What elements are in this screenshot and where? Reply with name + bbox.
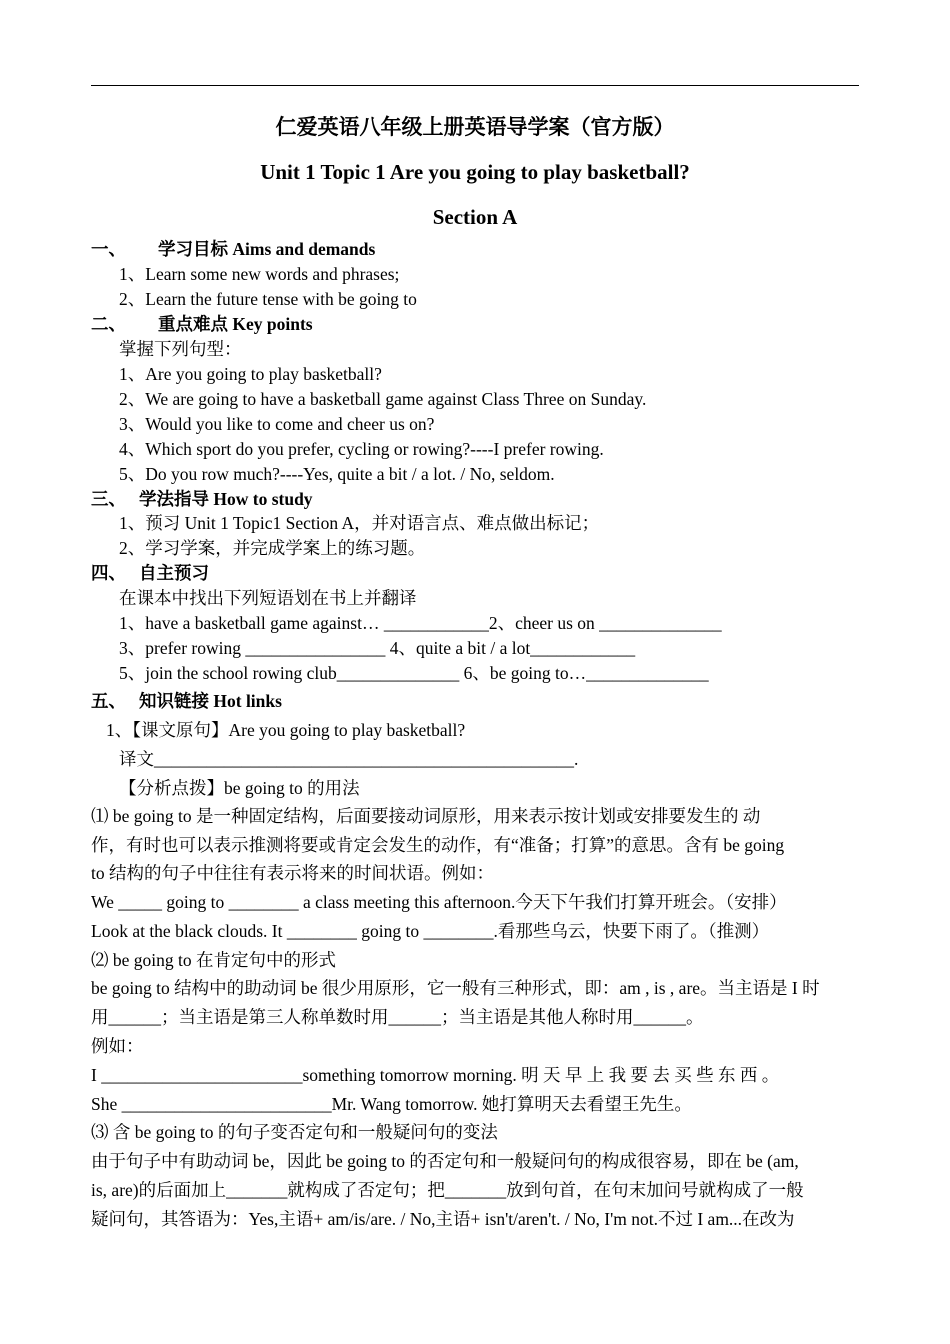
s2-item: 2、We are going to have a basketball game against Class Three on Sunday. xyxy=(119,389,647,409)
s5-line: 用______；当主语是第三人称单数时用______；当主语是其他人称时用______。 xyxy=(91,1007,704,1027)
s5-line: I _______________________something tomorrow morning. 明 天 早 上 我 要 去 买 些 东 西 。 xyxy=(91,1065,780,1085)
s4-intro: 在课本中找出下列短语划在书上并翻译 xyxy=(119,588,417,608)
s5-line: We _____ going to ________ a class meeting this afternoon.今天下午我们打算开班会。（安排） xyxy=(91,892,787,912)
page-title: 仁爱英语八年级上册英语导学案（官方版） xyxy=(275,115,675,139)
s5-heading: 知识链接 Hot links xyxy=(139,691,282,711)
s1-item: 1、Learn some new words and phrases; xyxy=(119,264,400,284)
s5-line: be going to 结构中的助动词 be 很少用原形，它一般有三种形式，即：am , is , are。当主语是 I 时 xyxy=(91,978,820,998)
s3-number: 三、 xyxy=(91,489,126,509)
s5-line: is, are)的后面加上_______就构成了否定句；把_______放到句首，在句末加问号就构成了一般 xyxy=(91,1180,804,1200)
s5-line: Look at the black clouds. It ________ going to ________.看那些乌云，快要下雨了。（推测） xyxy=(91,921,770,941)
s2-item: 3、Would you like to come and cheer us on? xyxy=(119,414,435,434)
s5-line: to 结构的句子中往往有表示将来的时间状语。例如： xyxy=(91,863,494,883)
s3-item: 1、预习 Unit 1 Topic1 Section A，并对语言点、难点做出标记； xyxy=(119,513,600,533)
s5-line: 作，有时也可以表示推测将要或肯定会发生的动作，有“准备；打算”的意思。含有 be going xyxy=(91,835,785,855)
s4-exercise-line: 1、have a basketball game against… ____________2、cheer us on ______________ xyxy=(119,613,722,633)
s5-line: 例如： xyxy=(91,1036,144,1056)
s5-number: 五、 xyxy=(91,691,126,711)
s1-heading: 学习目标 Aims and demands xyxy=(158,239,376,259)
s5-line: ⑵ be going to 在肯定句中的形式 xyxy=(91,950,336,970)
s5-line: ⑴ be going to 是一种固定结构，后面要接动词原形，用来表示按计划或安排要发生的 动 xyxy=(91,806,761,826)
section-title: Section A xyxy=(432,205,518,229)
header-rule xyxy=(91,85,859,86)
s3-heading: 学法指导 How to study xyxy=(139,489,313,509)
s2-item: 5、Do you row much?----Yes, quite a bit / a lot. / No, seldom. xyxy=(119,464,555,484)
s4-exercise-line: 3、prefer rowing ________________ 4、quite a bit / a lot____________ xyxy=(119,638,636,658)
s4-heading: 自主预习 xyxy=(139,563,209,583)
s2-item: 1、Are you going to play basketball? xyxy=(119,364,382,384)
s5-line: 译文________________________________________________. xyxy=(119,749,579,769)
s5-line: 由于句子中有助动词 be，因此 be going to 的否定句和一般疑问句的构成很容易，即在 be (am, xyxy=(91,1151,799,1171)
s5-line: She ________________________Mr. Wang tomorrow. 她打算明天去看望王先生。 xyxy=(91,1094,692,1114)
s5-line: 疑问句，其答语为：Yes,主语+ am/is/are. / No,主语+ isn't/aren't. / No, I'm not.不过 I am...在改为 xyxy=(91,1209,795,1229)
s1-item: 2、Learn the future tense with be going to xyxy=(119,289,417,309)
s5-line: ⑶ 含 be going to 的句子变否定句和一般疑问句的变法 xyxy=(91,1122,498,1142)
s3-item: 2、学习学案，并完成学案上的练习题。 xyxy=(119,538,426,558)
s5-line: 【分析点拨】be going to 的用法 xyxy=(119,778,360,798)
s2-heading: 重点难点 Key points xyxy=(158,314,313,334)
s2-number: 二、 xyxy=(91,314,126,334)
s2-intro: 掌握下列句型： xyxy=(119,339,242,359)
s1-number: 一、 xyxy=(91,239,126,259)
s4-exercise-line: 5、join the school rowing club______________ 6、be going to…______________ xyxy=(119,663,709,683)
s2-item: 4、Which sport do you prefer, cycling or rowing?----I prefer rowing. xyxy=(119,439,604,459)
unit-title: Unit 1 Topic 1 Are you going to play basketball? xyxy=(260,160,690,184)
s4-number: 四、 xyxy=(91,563,126,583)
s5-line: 1、【课文原句】Are you going to play basketball? xyxy=(106,720,466,740)
